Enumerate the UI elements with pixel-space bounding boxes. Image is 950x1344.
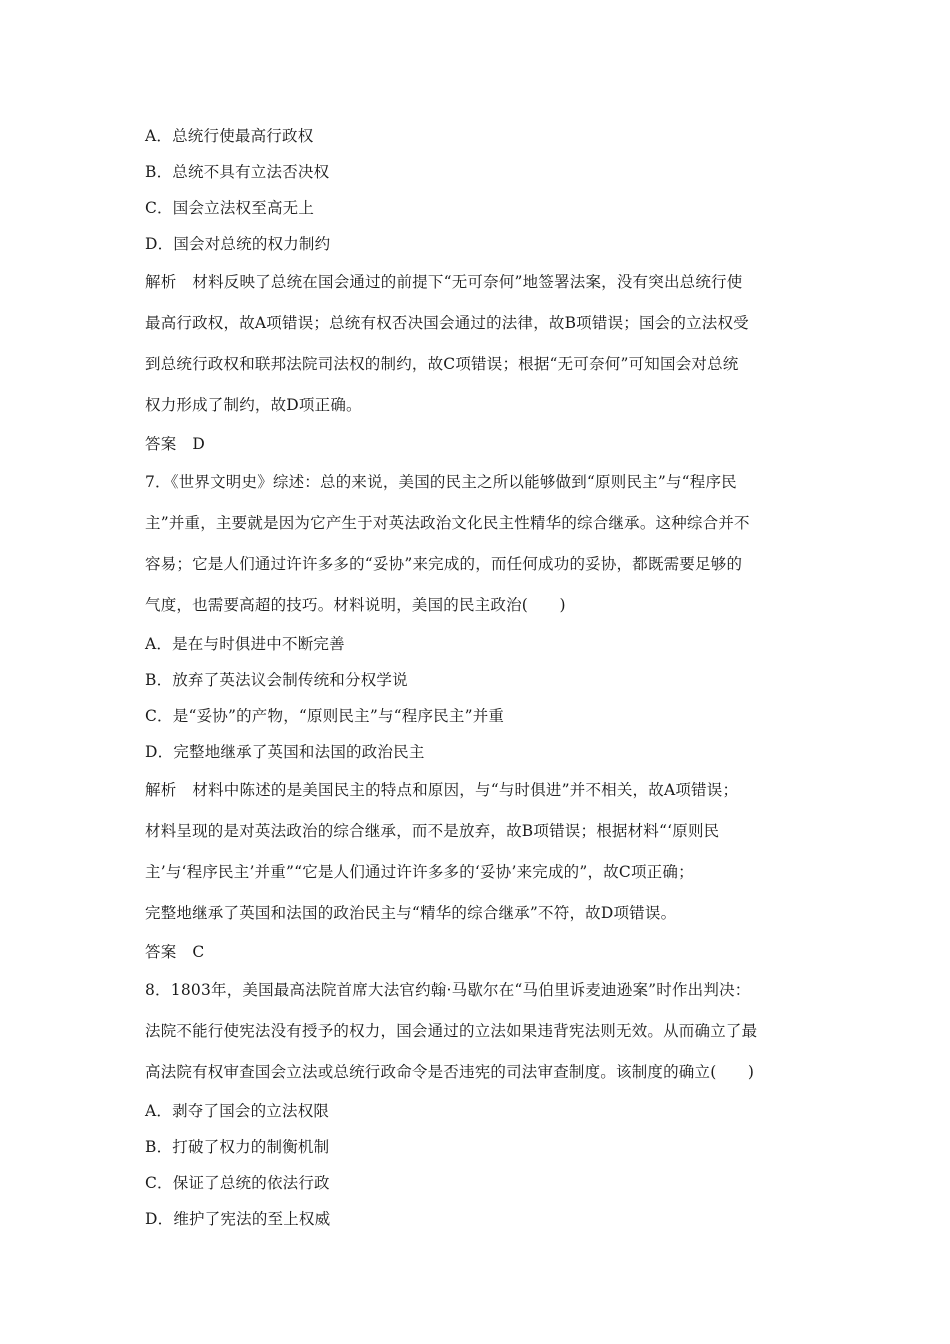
q7-analysis	[145, 770, 810, 934]
q7-options	[145, 626, 810, 770]
q6-option-c: C．国会立法权至高无上	[145, 199, 315, 217]
q6-options	[145, 118, 810, 262]
q6-analysis-line-3: 到总统行政权和联邦法院司法权的制约，故C项错误；根据“无可奈何”可知国会对总统	[145, 355, 739, 373]
q6-answer	[145, 426, 810, 462]
q8-option-c: C．保证了总统的依法行政	[145, 1174, 330, 1192]
q6-analysis-label: 解析	[145, 273, 177, 291]
q6-option-a: A．总统行使最高行政权	[145, 127, 314, 145]
q7-answer-value: C	[192, 943, 205, 961]
q7-stem	[145, 462, 810, 626]
q8-stem-line-3: 高法院有权审查国会立法或总统行政命令是否违宪的司法审查制度。该制度的确立( )	[145, 1063, 755, 1081]
q7-analysis-label: 解析	[145, 781, 177, 799]
q7-stem-line-2: 主”并重，主要就是因为它产生于对英法政治文化民主性精华的综合继承。这种综合并不	[145, 514, 750, 532]
q7-stem-line-4: 气度，也需要高超的技巧。材料说明，美国的民主政治( )	[145, 596, 566, 614]
q8-stem	[145, 970, 810, 1093]
q8-option-d: D．维护了宪法的至上权威	[145, 1210, 331, 1228]
q7-analysis-line-4: 完整地继承了英国和法国的政治民主与“精华的综合继承”不符，故D项错误。	[145, 904, 677, 922]
q7-option-c: C．是“妥协”的产物，“原则民主”与“程序民主”并重	[145, 707, 505, 725]
q8-options	[145, 1093, 810, 1237]
q7-stem-line-1: 7．《世界文明史》综述：总的来说，美国的民主之所以能够做到“原则民主”与“程序民	[145, 473, 737, 491]
q8-stem-line-1: 8．1803年，美国最高法院首席大法官约翰·马歇尔在“马伯里诉麦迪逊案”时作出判决：	[145, 981, 751, 999]
q6-analysis-line-4: 权力形成了制约，故D项正确。	[145, 396, 362, 414]
q6-option-b: B．总统不具有立法否决权	[145, 163, 330, 181]
q8-option-a: A．剥夺了国会的立法权限	[145, 1102, 330, 1120]
q6-option-d: D．国会对总统的权力制约	[145, 235, 331, 253]
q7-answer	[145, 934, 810, 970]
q7-option-b: B．放弃了英法议会制传统和分权学说	[145, 671, 408, 689]
q7-option-d: D．完整地继承了英国和法国的政治民主	[145, 743, 425, 761]
q6-analysis-line-1: 材料反映了总统在国会通过的前提下“无可奈何”地签署法案，没有突出总统行使	[192, 273, 743, 291]
q6-analysis	[145, 262, 810, 426]
q7-answer-label: 答案	[145, 943, 177, 961]
q7-analysis-line-3: 主’与‘程序民主’并重”“它是人们通过许许多多的‘妥协’来完成的”，故C项正确；	[145, 863, 694, 881]
q7-option-a: A．是在与时俱进中不断完善	[145, 635, 345, 653]
document-page	[145, 118, 810, 1237]
q7-analysis-line-1: 材料中陈述的是美国民主的特点和原因，与“与时俱进”并不相关，故A项错误；	[192, 781, 739, 799]
q6-answer-value: D	[192, 435, 206, 453]
q6-analysis-line-2: 最高行政权，故A项错误；总统有权否决国会通过的法律，故B项错误；国会的立法权受	[145, 314, 749, 332]
q8-stem-line-2: 法院不能行使宪法没有授予的权力，国会通过的立法如果违背宪法则无效。从而确立了最	[145, 1022, 758, 1040]
q6-answer-label: 答案	[145, 435, 177, 453]
q7-analysis-line-2: 材料呈现的是对英法政治的综合继承，而不是放弃，故B项错误；根据材料“‘原则民	[145, 822, 720, 840]
q8-option-b: B．打破了权力的制衡机制	[145, 1138, 330, 1156]
q7-stem-line-3: 容易；它是人们通过许许多多的“妥协”来完成的，而任何成功的妥协，都既需要足够的	[145, 555, 743, 573]
